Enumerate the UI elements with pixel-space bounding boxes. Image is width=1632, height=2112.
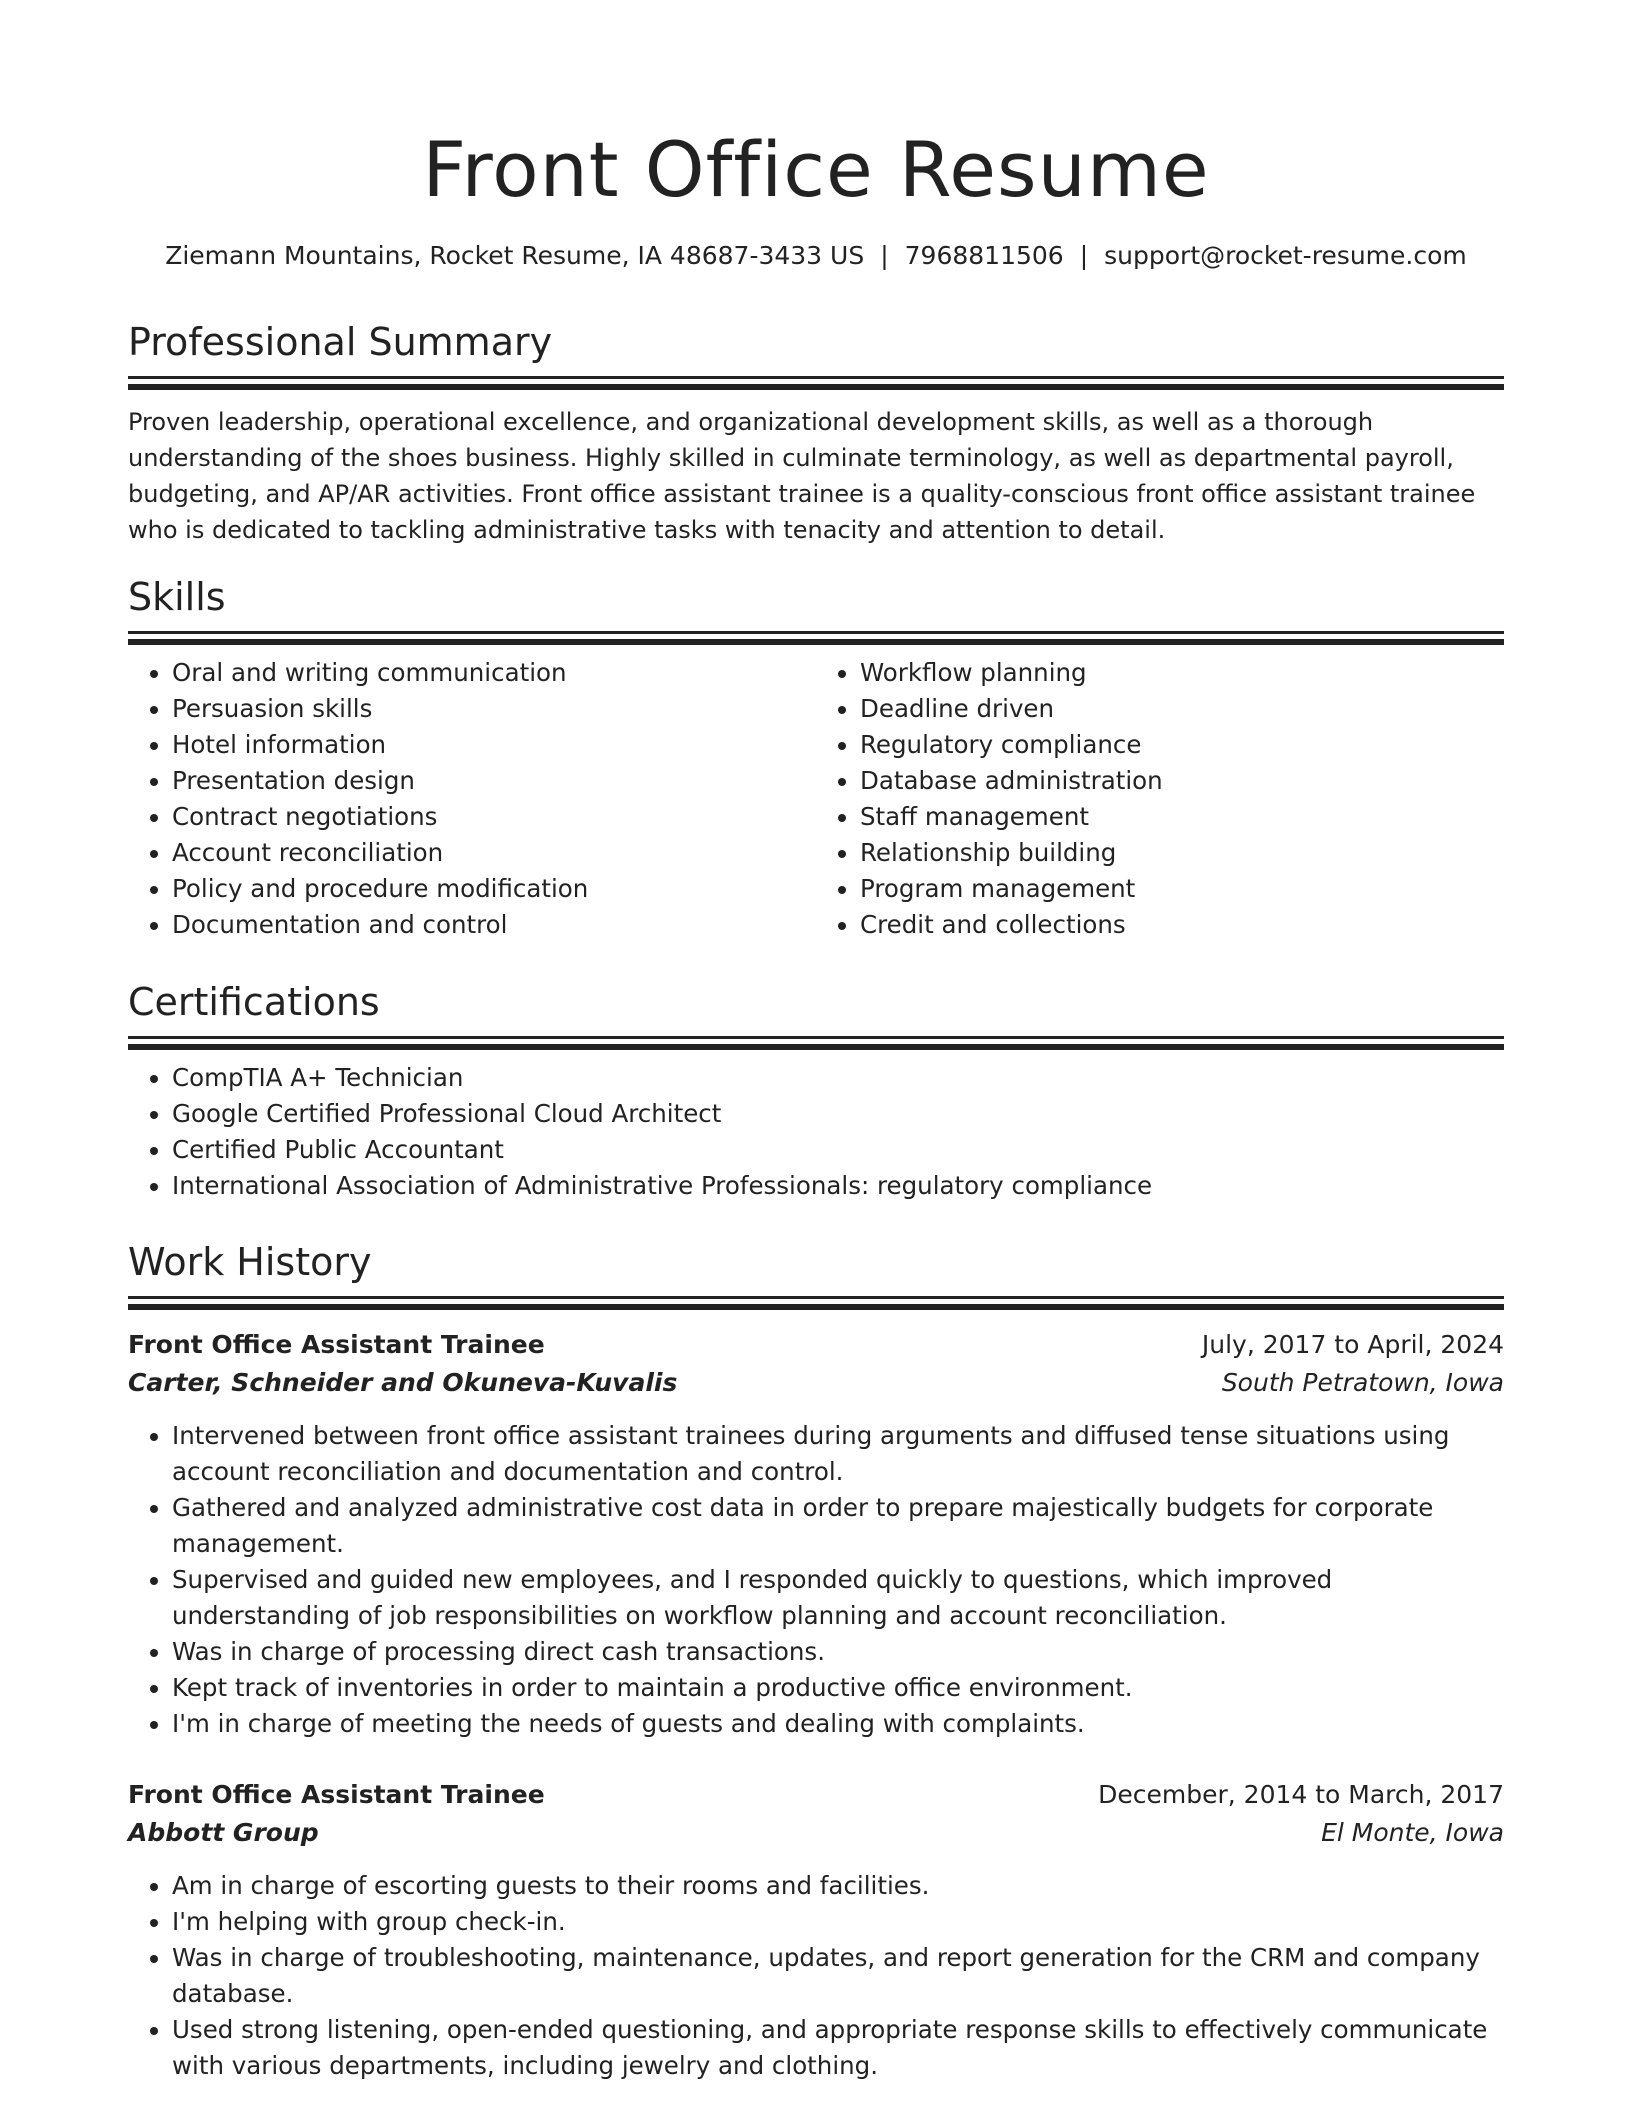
skill-item: • Regulatory compliance [860,727,1504,763]
contact-address: Ziemann Mountains, Rocket Resume, IA 48687-3433 US [165,241,865,270]
job-company: Abbott Group [128,1818,319,1847]
skill-item: • Program management [860,871,1504,907]
job-company: Carter, Schneider and Okuneva-Kuvalis [128,1368,678,1397]
skills-list-left [128,655,816,943]
section-rule-thick [128,1304,1504,1310]
job-location: South Petratown, Iowa [1221,1368,1504,1397]
skills-section [128,573,1504,943]
certification-item: • CompTIA A+ Technician [172,1060,1504,1096]
section-rule-thin [128,376,1504,379]
job-bullet: • Supervised and guided new employees, and I responded quickly to questions, which improved understanding of job responsibilities on workflow planning and account reconciliation. [172,1562,1504,1634]
work-history-heading: Work History [128,1240,372,1284]
job-bullet: • Used strong listening, open-ended questioning, and appropriate response skills to effectively communicate with various departments, including jewelry and clothing. [172,2012,1504,2084]
job-header-row [128,1776,1504,1814]
certification-item: • Google Certified Professional Cloud Architect [172,1096,1504,1132]
job-bullet: • Was in charge of troubleshooting, maintenance, updates, and report generation for the CRM and company database. [172,1940,1504,2012]
summary-heading: Professional Summary [128,320,553,364]
job-entry [128,1776,1504,2084]
skills-columns [128,645,1504,943]
contact-line [128,238,1504,274]
job-entry [128,1326,1504,1742]
skill-item: • Workflow planning [860,655,1504,691]
section-rule-thin [128,631,1504,634]
skill-item: • Database administration [860,763,1504,799]
skill-item: • Deadline driven [860,691,1504,727]
section-rule-thick [128,1044,1504,1050]
certifications-section [128,978,1504,1204]
certifications-heading: Certifications [128,980,380,1024]
skills-heading: Skills [128,575,226,619]
section-rule-thin [128,1036,1504,1039]
job-bullet: • Gathered and analyzed administrative cost data in order to prepare majestically budgets for corporate management. [172,1490,1504,1562]
work-history-section [128,1238,1504,2084]
skill-item: • Contract negotiations [172,799,816,835]
job-bullet: • Am in charge of escorting guests to their rooms and facilities. [172,1868,1504,1904]
contact-separator: | [1079,241,1089,270]
job-header-row [128,1326,1504,1364]
job-dates: December, 2014 to March, 2017 [1098,1780,1504,1809]
job-title: Front Office Assistant Trainee [128,1780,545,1809]
job-bullet: • Intervened between front office assistant trainees during arguments and diffused tense situations using account reconciliation and documentation and control. [172,1418,1504,1490]
skills-list-right [816,655,1504,943]
job-sub-row [128,1814,1504,1852]
job-bullets [128,1418,1504,1742]
job-title: Front Office Assistant Trainee [128,1330,545,1359]
skill-item: • Presentation design [172,763,816,799]
summary-section [128,318,1504,548]
summary-text: Proven leadership, operational excellence, and organizational development skills, as well as a thorough understanding of the shoes business. Highly skilled in culminate terminology, as well as departmental payroll, budgeting, and AP/AR activities. Front office assistant trainee is a quality-conscious front office assistant trainee who is dedicated to tackling administrative tasks with tenacity and attention to detail. [128,408,1476,544]
job-bullets [128,1868,1504,2084]
certifications-list [128,1060,1504,1204]
contact-phone: 7968811506 [904,241,1064,270]
job-location: El Monte, Iowa [1321,1818,1504,1847]
skill-item: • Policy and procedure modification [172,871,816,907]
skill-item: • Relationship building [860,835,1504,871]
skill-item: • Credit and collections [860,907,1504,943]
job-bullet: • I'm helping with group check-in. [172,1904,1504,1940]
skill-item: • Account reconciliation [172,835,816,871]
skill-item: • Oral and writing communication [172,655,816,691]
contact-separator: | [880,241,889,270]
certification-item: • Certified Public Accountant [172,1132,1504,1168]
section-rule-thin [128,1296,1504,1299]
skill-item: • Staff management [860,799,1504,835]
job-bullet: • I'm in charge of meeting the needs of guests and dealing with complaints. [172,1706,1504,1742]
contact-email: support@rocket-resume.com [1104,241,1467,270]
job-bullet: • Kept track of inventories in order to maintain a productive office environment. [172,1670,1504,1706]
job-dates: July, 2017 to April, 2024 [1201,1330,1504,1359]
job-sub-row [128,1364,1504,1402]
resume-title: Front Office Resume [422,125,1210,214]
skill-item: • Hotel information [172,727,816,763]
skill-item: • Documentation and control [172,907,816,943]
job-bullet: • Was in charge of processing direct cash transactions. [172,1634,1504,1670]
certification-item: • International Association of Administrative Professionals: regulatory compliance [172,1168,1504,1204]
skill-item: • Persuasion skills [172,691,816,727]
section-rule-thick [128,384,1504,390]
